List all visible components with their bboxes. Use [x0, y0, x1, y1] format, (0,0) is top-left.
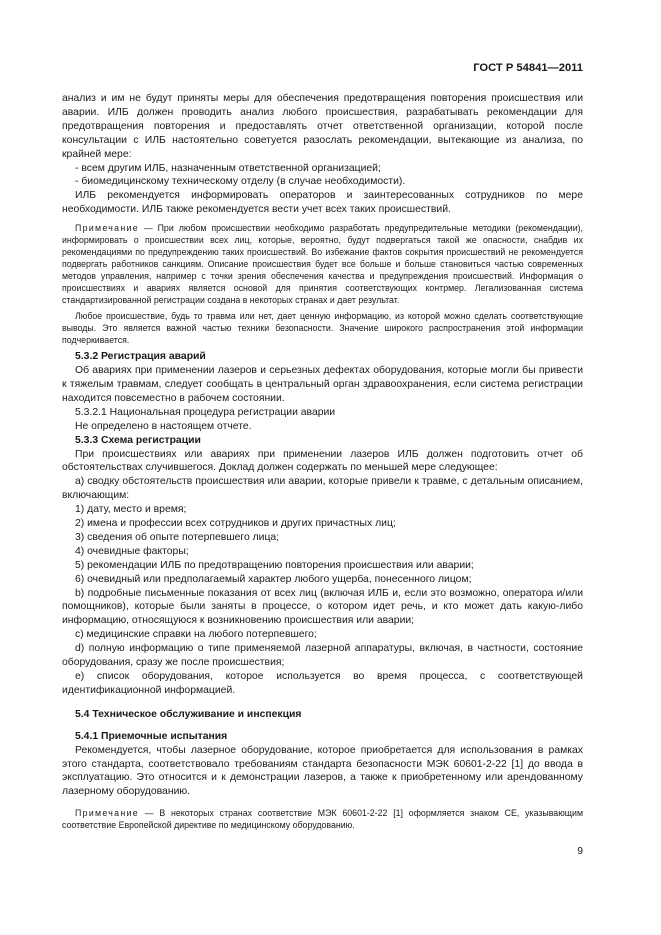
note-text: — При любом происшествии необходимо разработать предупредительные методики (рекомендации), информировать о происшествии всех лиц, которые, вероятно, будут подвергаться такой же опасности, снабдив их рекомендациями по предупреждению таких происшествий. Во избежание фактов сокрытия происшествий не рекомендуется подвергать работников санкциям. Описание происшествия будет все больше и больше становиться частью современных методов управления, например с точки зрения обеспечения качества и предупреждения происшествий. Информация о происшествиях и авариях является основой для принятия соответствующих контрмер. Легализованная система стандартизированной регистрации создана в некоторых странах и дает результат. [62, 223, 583, 306]
list-item: а) сводку обстоятельств происшествия или аварии, которые привели к травме, с детальным описанием, включающим: [62, 476, 583, 502]
list-item: 6) очевидный или предполагаемый характер любого ущерба, понесенного лицом; [75, 573, 472, 585]
list-item: 1) дату, место и время; [75, 504, 187, 516]
paragraph: анализ и им не будут приняты меры для обеспечения предотвращения повторения происшествия или аварии. ИЛБ должен проводить анализ любого происшествия, разрабатывать рекомендации для предотвращения повторения и предоставлять отчет ответственной организации, которой после консультации с ИЛБ настоятельно советуется разослать рекомендации, вытекающие из анализа, по крайней мере: [62, 93, 583, 160]
section-heading: 5.3.2 Регистрация аварий [75, 351, 206, 363]
list-item: с) медицинские справки на любого потерпевшего; [75, 629, 317, 641]
paragraph: Не определено в настоящем отчете. [75, 420, 252, 432]
paragraph: При происшествиях или авариях при применении лазеров ИЛБ должен подготовить отчет об обстоятельствах случившегося. Доклад должен содержать по меньшей мере следующее: [62, 448, 583, 474]
page-number: 9 [577, 846, 583, 857]
note [62, 807, 583, 831]
paragraph: 5.3.2.1 Национальная процедура регистрации аварии [75, 406, 336, 418]
note-label: Примечание [75, 808, 139, 819]
section-heading: 5.4.1 Приемочные испытания [75, 730, 228, 742]
list-item: - всем другим ИЛБ, назначенным ответственной организацией; [75, 162, 381, 174]
section-heading: 5.4 Техническое обслуживание и инспекция [75, 708, 302, 720]
list-item: е) список оборудования, которое используется во время процесса, с соответствующей идентификационной информацией. [62, 671, 583, 696]
note-text: — В некоторых странах соответствие МЭК 60601-2-22 [1] оформляется знаком CE, указывающим соответствие Европейской директиве по медицинскому оборудованию. [62, 808, 583, 831]
paragraph: Об авариях при применении лазеров и серьезных дефектах оборудования, которые могли бы привести к тяжелым травмам, следует сообщать в центральный орган здравоохранения, если система регистрации находится повсеместно в рабочем состоянии. [62, 365, 583, 404]
list-item: 3) сведения об опыте потерпевшего лица; [75, 531, 280, 543]
paragraph: ИЛБ рекомендуется информировать операторов и заинтересованных сотрудников по мере необходимости. ИЛБ также рекомендуется вести учет всех таких происшествий. [62, 190, 583, 216]
list-item: 2) имена и профессии всех сотрудников и других причастных лиц; [75, 518, 396, 530]
document-body [62, 92, 583, 831]
note-continuation: Любое происшествие, будь то травма или нет, дает ценную информацию, из которой можно сделать соответствующие выводы. Это является важной частью техники безопасности. Значение широкого распространения этой информации подчеркивается. [62, 311, 583, 346]
list-item: 4) очевидные факторы; [75, 545, 189, 557]
list-item: d) полную информацию о типе применяемой лазерной аппаратуры, включая, в частности, состояние оборудования, сразу же после происшествия; [62, 643, 583, 669]
list-item: - биомедицинскому техническому отделу (в случае необходимости). [75, 176, 406, 188]
note [62, 222, 583, 306]
list-item: 5) рекомендации ИЛБ по предотвращению повторения происшествия или аварии; [75, 559, 474, 571]
list-item: b) подробные письменные показания от всех лиц (включая ИЛБ и, если это возможно, оператора и/или помощников), которые были заняты в процессе, о котором идет речь, и кто может дать какую-либо информацию, относящуюся к возникновению происшествия или аварии; [62, 587, 583, 627]
note-label: Примечание [75, 223, 139, 234]
document-header: ГОСТ Р 54841—2011 [473, 62, 583, 74]
paragraph: Рекомендуется, чтобы лазерное оборудование, которое приобретается для использования в рамках этого стандарта, соответствовало требованиям стандарта безопасности МЭК 60601-2-22 [1] до ввода в эксплуатацию. Это относится и к демонстрации лазеров, а также к приобретенному или арендованному лазерному оборудованию. [62, 744, 583, 798]
section-heading: 5.3.3 Схема регистрации [75, 434, 201, 446]
